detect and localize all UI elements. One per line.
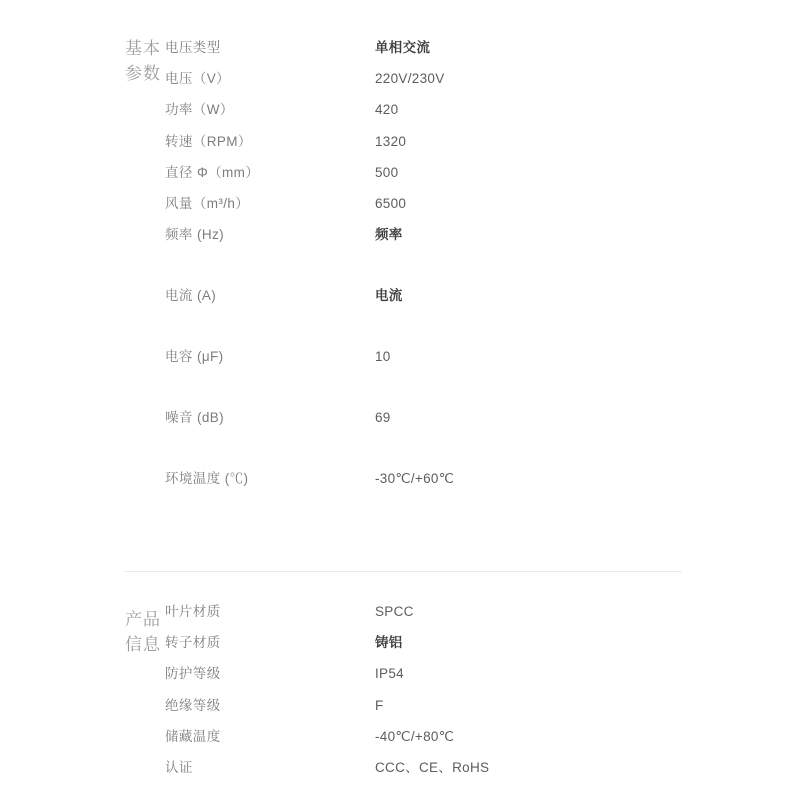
- spec-label: 防护等级: [165, 666, 221, 682]
- table-row: [165, 192, 800, 223]
- spec-label: 电压类型: [165, 40, 221, 55]
- spec-label: 叶片材质: [165, 604, 221, 619]
- spec-value: IP54: [375, 666, 404, 682]
- table-row: [165, 467, 800, 498]
- table-row: [165, 694, 800, 725]
- table-row: [165, 284, 800, 345]
- spec-label: 噪音 (dB): [165, 410, 225, 426]
- table-row: [165, 725, 800, 756]
- spec-value: -30℃/+60℃: [375, 471, 455, 487]
- spec-label: 频率 (Hz): [165, 227, 225, 243]
- table-row: [165, 67, 800, 98]
- spec-value: 1320: [375, 133, 407, 149]
- spec-value: 420: [375, 102, 399, 118]
- spec-label: 电流 (A): [165, 288, 217, 304]
- spec-label: 风量（m³/h）: [165, 195, 250, 211]
- basic-parameters-table: [165, 36, 800, 498]
- spec-label: 环境温度 (℃): [165, 471, 249, 487]
- spec-label: 绝缘等级: [165, 697, 221, 713]
- spec-value: 频率: [375, 227, 403, 243]
- spec-label: 认证: [165, 759, 193, 775]
- table-row: [165, 98, 800, 129]
- section-divider: [125, 571, 682, 572]
- spec-value: 单相交流: [375, 40, 431, 55]
- spec-value: F: [375, 697, 384, 713]
- table-row: [165, 161, 800, 192]
- spec-value: 500: [375, 164, 399, 180]
- table-row: [165, 631, 800, 662]
- table-row: [165, 600, 800, 631]
- spec-value: SPCC: [375, 604, 414, 619]
- table-row: [165, 223, 800, 284]
- spec-value: 69: [375, 410, 391, 426]
- spec-label: 直径 Φ（mm）: [165, 164, 260, 180]
- product-information-section: [0, 600, 800, 787]
- spec-label: 电压（V）: [165, 71, 231, 87]
- spec-value: 电流: [375, 288, 403, 304]
- spec-label: 电容 (μF): [165, 349, 224, 365]
- product-information-table: [165, 600, 800, 787]
- spec-value: -40℃/+80℃: [375, 728, 455, 744]
- spec-label: 转子材质: [165, 635, 221, 651]
- spec-label: 功率（W）: [165, 102, 234, 118]
- spec-value: 10: [375, 349, 391, 365]
- spec-label: 转速（RPM）: [165, 133, 252, 149]
- product-information-title: 产品信息: [125, 610, 161, 654]
- basic-parameters-title: 基本参数: [125, 39, 161, 83]
- spec-value: 6500: [375, 195, 407, 211]
- spec-value: 220V/230V: [375, 71, 445, 87]
- table-row: [165, 662, 800, 693]
- table-row: [165, 36, 800, 67]
- table-row: [165, 130, 800, 161]
- spec-value: CCC、CE、RoHS: [375, 759, 490, 775]
- table-row: [165, 756, 800, 787]
- spec-value: 铸铝: [375, 635, 403, 651]
- table-row: [165, 406, 800, 467]
- table-row: [165, 345, 800, 406]
- spec-label: 储藏温度: [165, 728, 221, 744]
